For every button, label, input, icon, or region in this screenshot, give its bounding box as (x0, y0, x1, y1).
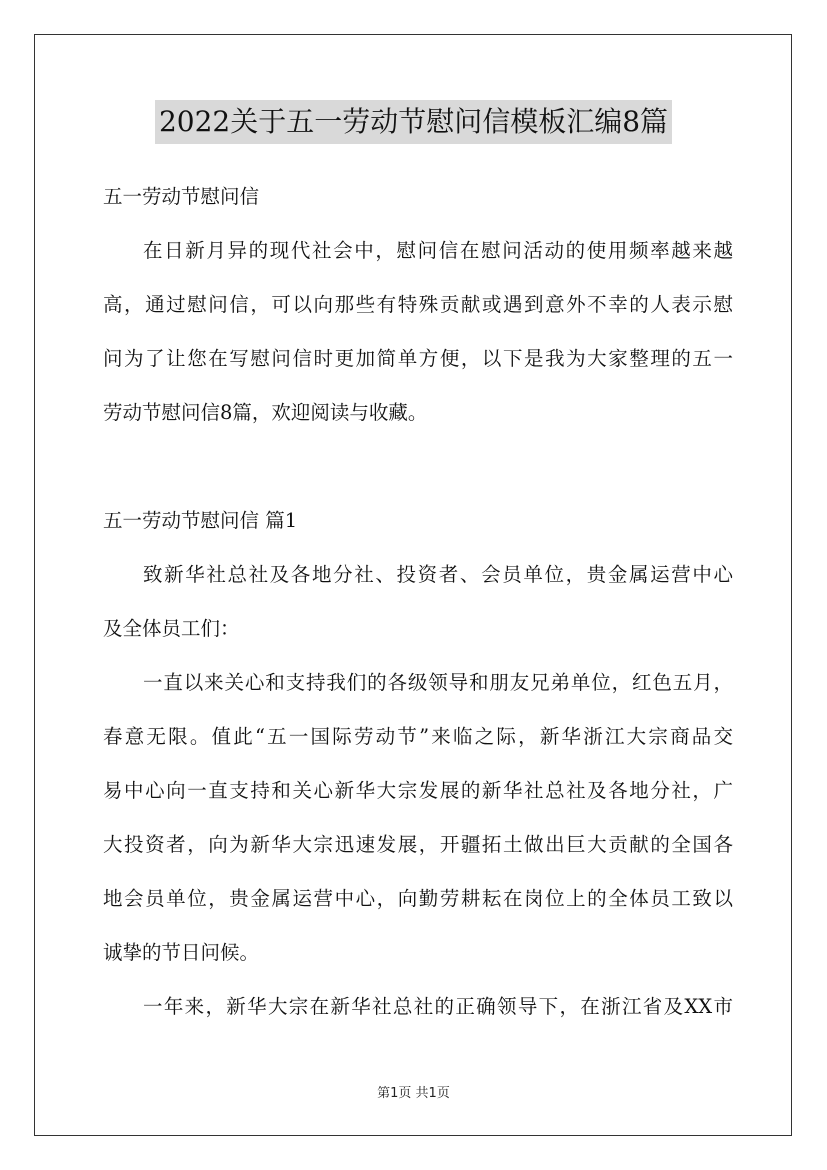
section-heading: 五一劳动节慰问信 (103, 185, 260, 208)
page-footer: 第1页 共1页 (377, 1086, 450, 1101)
intro-line-2: 高，通过慰问信，可以向那些有特殊贡献或遇到意外不幸的人表示慰 (103, 293, 733, 316)
salutation-line-1: 致新华社总社及各地分社、投资者、会员单位，贵金属运营中心 (143, 563, 733, 586)
document-body (103, 170, 733, 1034)
para2-line-1: 一年来，新华大宗在新华社总社的正确领导下，在浙江省及XX市 (143, 995, 733, 1018)
para1-line-6: 诚挚的节日问候。 (103, 941, 260, 964)
intro-line-3: 问为了让您在写慰问信时更加简单方便，以下是我为大家整理的五一 (103, 347, 733, 370)
title-container (0, 100, 827, 144)
para1-line-5: 地会员单位，贵金属运营中心，向勤劳耕耘在岗位上的全体员工致以 (103, 887, 733, 910)
para1-line-1: 一直以来关心和支持我们的各级领导和朋友兄弟单位，红色五月， (143, 671, 733, 694)
intro-line-4: 劳动节慰问信8篇，欢迎阅读与收藏。 (103, 401, 428, 424)
document-title: 2022关于五一劳动节慰问信模板汇编8篇 (155, 100, 672, 144)
intro-line-1: 在日新月异的现代社会中，慰问信在慰问活动的使用频率越来越 (143, 239, 733, 262)
salutation-line-2: 及全体员工们： (103, 617, 240, 640)
article-heading: 五一劳动节慰问信 篇1 (103, 509, 298, 532)
para1-line-3: 易中心向一直支持和关心新华大宗发展的新华社总社及各地分社，广 (103, 779, 733, 802)
para1-line-4: 大投资者，向为新华大宗迅速发展，开疆拓土做出巨大贡献的全国各 (103, 833, 733, 856)
spacer (103, 440, 733, 494)
para1-line-2: 春意无限。值此“五一国际劳动节”来临之际，新华浙江大宗商品交 (103, 725, 733, 748)
